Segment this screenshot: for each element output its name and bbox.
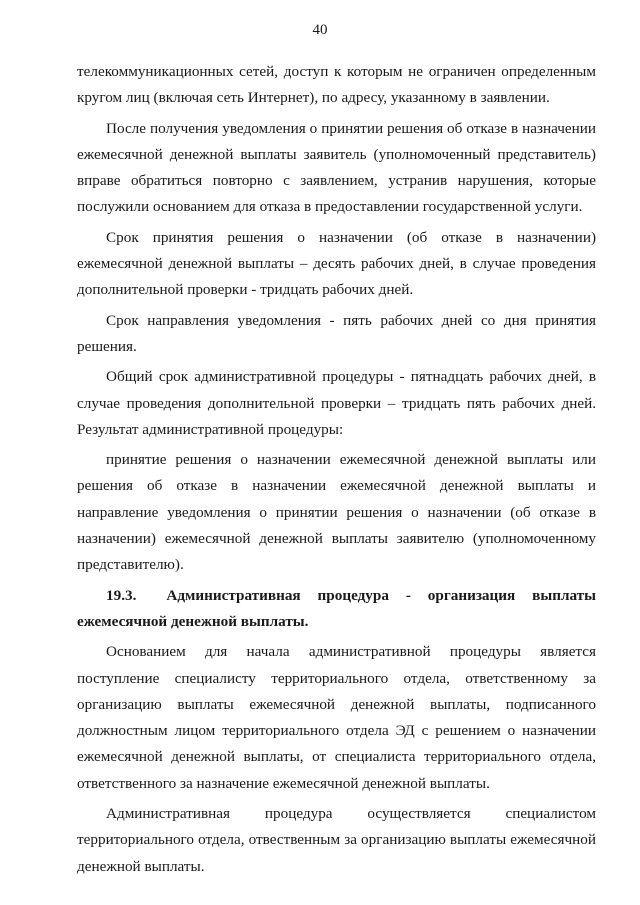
document-body: [77, 59, 596, 884]
paragraph: Общий срок административной процедуры - пятнадцать рабочих дней, в случае проведения дополнительной проверки – тридцать пять рабочих дней. Результат административной процедуры:: [77, 368, 596, 438]
page-number: 40: [312, 22, 328, 38]
paragraph: Срок принятия решения о назначении (об отказе в назначении) ежемесячной денежной выплаты – десять рабочих дней, в случае проведения дополнительной проверки - тридцать рабочих дней.: [77, 228, 596, 299]
section-title: Административная процедура - организация выплаты ежемесячной денежной выплаты.: [77, 586, 596, 630]
paragraph: Административная процедура осуществляется специалистом территориального отдела, отвественным за организацию выплаты ежемесячной денежной выплаты.: [77, 805, 596, 875]
paragraph: принятие решения о назначении ежемесячной денежной выплаты или решения об отказе в назначении ежемесячной денежной выплаты и направление уведомления о принятии решения о назначении (об отказе в назначении) ежемесячной денежной выплаты заявителю (уполномоченному представителю).: [77, 451, 596, 574]
section-number: 19.3.: [106, 586, 137, 604]
paragraph: После получения уведомления о принятии решения об отказе в назначении ежемесячной денежной выплаты заявитель (уполномоченный представитель) вправе обратиться повторно с заявлением, устранив нарушения, которые послужили основанием для отказа в предоставлении государственной услуги.: [77, 119, 596, 216]
paragraph: телекоммуникационных сетей, доступ к которым не ограничен определенным кругом лиц (включая сеть Интернет), по адресу, указанному в заявлении.: [77, 63, 596, 107]
paragraph: Основанием для начала административной процедуры является поступление специалисту территориального отдела, ответственному за организацию выплаты ежемесячной денежной выплаты, подписанного должностным лицом территориального отдела ЭД с решением о назначении ежемесячной денежной выплаты, от специалиста территориального отдела, ответственного за назначение ежемесячной денежной выплаты.: [77, 643, 596, 792]
paragraph: Срок направления уведомления - пять рабочих дней со дня принятия решения.: [77, 311, 596, 355]
section-heading: [77, 583, 596, 636]
